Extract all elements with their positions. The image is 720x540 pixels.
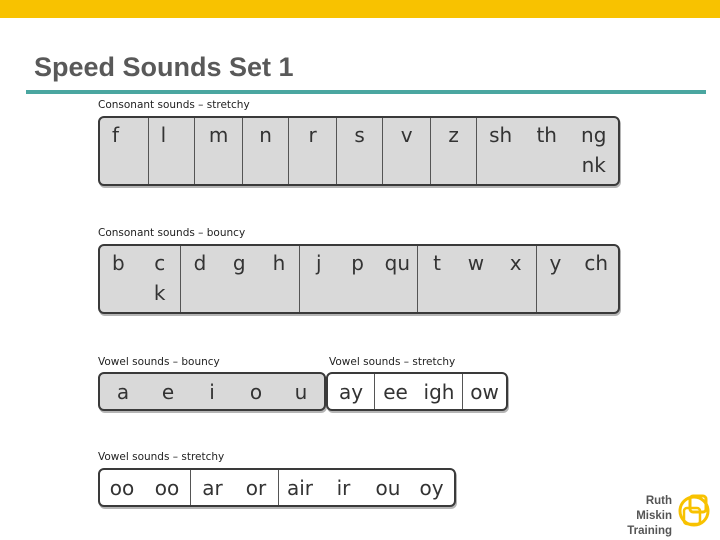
ruth-miskin-logo (610, 490, 715, 537)
sound-tile (219, 246, 259, 312)
sound-label: b (112, 251, 125, 275)
sound-tile (418, 246, 456, 312)
consonant-bouncy-card (98, 244, 620, 314)
sound-label: j (316, 251, 322, 275)
sound-label: n (259, 123, 272, 147)
consonant-stretchy-label: Consonant sounds – stretchy (98, 99, 250, 111)
sound-tile (149, 118, 195, 184)
vowel-stretchy-2-card (98, 468, 456, 507)
top-accent-bar (0, 0, 720, 18)
sound-tile (190, 374, 234, 409)
ruth-miskin-logo-icon (676, 490, 714, 530)
sound-tile (321, 470, 366, 505)
sound-label: i (209, 379, 215, 404)
sound-label: sh (489, 123, 513, 147)
sound-label: r (308, 123, 317, 147)
sound-tile (195, 118, 242, 184)
sound-tile (569, 118, 618, 184)
sound-tile (537, 246, 575, 312)
sound-label: a (116, 379, 130, 404)
consonant-bouncy-label: Consonant sounds – bouncy (98, 227, 246, 239)
vowel-stretchy-label: Vowel sounds – stretchy (329, 356, 456, 368)
sound-label: nk (581, 153, 606, 177)
sound-tile (144, 470, 190, 505)
consonant-stretchy-card (98, 116, 620, 186)
sound-label: ay (338, 379, 364, 404)
sound-tile (496, 246, 536, 312)
sound-tile (337, 118, 383, 184)
sound-tile (338, 246, 378, 312)
sound-label: l (160, 123, 167, 147)
sound-tile (574, 246, 618, 312)
sound-label: k (153, 281, 166, 305)
sound-tile (100, 118, 148, 184)
vowel-stretchy-2-label: Vowel sounds – stretchy (98, 451, 225, 463)
sound-label: t (433, 251, 442, 275)
sound-tile (234, 470, 278, 505)
sound-tile (191, 470, 234, 505)
sound-tile (100, 374, 146, 409)
sound-tile (456, 246, 496, 312)
sound-tile (279, 470, 321, 505)
sound-tile (524, 118, 570, 184)
sound-label: g (232, 251, 246, 275)
vowel-stretchy-card (326, 372, 508, 411)
sound-label: y (549, 251, 562, 275)
sound-label: u (294, 379, 308, 404)
sound-label: th (536, 123, 557, 147)
sound-tile (100, 470, 144, 505)
sound-label: d (193, 251, 207, 275)
sound-tile (100, 246, 140, 312)
sound-label: air (286, 475, 314, 500)
sound-tile (289, 118, 336, 184)
sound-tile (377, 246, 417, 312)
sound-tile (140, 246, 180, 312)
sound-tile (463, 374, 506, 409)
sound-tile (431, 118, 477, 184)
sound-tile (366, 470, 410, 505)
sound-tile (146, 374, 190, 409)
sound-label: h (272, 251, 286, 275)
sound-label: ee (383, 379, 408, 404)
sound-label: e (161, 379, 175, 404)
logo-line-1: Ruth Miskin (636, 495, 672, 522)
sound-label: or (245, 475, 267, 500)
sound-label: w (467, 251, 485, 275)
sound-tile (477, 118, 524, 184)
sound-label: f (112, 123, 120, 147)
sound-tile (410, 470, 453, 505)
sound-tile (278, 374, 324, 409)
sound-label: m (208, 123, 229, 147)
sound-label: qu (384, 251, 410, 275)
sound-label: s (354, 123, 365, 147)
logo-line-2: Training (627, 525, 672, 537)
sound-label: oy (419, 475, 444, 500)
sound-label: ow (470, 379, 499, 404)
sound-label: ou (375, 475, 401, 500)
sound-label: v (400, 123, 413, 147)
vowel-bouncy-label: Vowel sounds – bouncy (98, 356, 220, 368)
sound-label: ng (581, 123, 607, 147)
sound-tile (383, 118, 430, 184)
sound-tile (181, 246, 220, 312)
sound-label: ar (202, 475, 223, 500)
sound-label: o (249, 379, 263, 404)
sound-label: ch (584, 251, 608, 275)
sound-label: ir (336, 475, 351, 500)
sound-tile (243, 118, 289, 184)
sound-tile (328, 374, 374, 409)
sound-label: x (509, 251, 522, 275)
sound-tile (234, 374, 278, 409)
sound-label: p (351, 251, 364, 275)
sound-label: igh (423, 379, 455, 404)
sound-tile (375, 374, 416, 409)
title-underline (26, 90, 706, 94)
sound-label: oo (154, 475, 180, 500)
sound-label: oo (109, 475, 135, 500)
sound-label: z (448, 123, 459, 147)
sound-label: c (154, 251, 166, 275)
page-title: Speed Sounds Set 1 (34, 52, 294, 82)
logo-text (610, 494, 672, 539)
sound-tile (259, 246, 299, 312)
sound-tile (416, 374, 462, 409)
sound-tile (300, 246, 338, 312)
vowel-bouncy-card (98, 372, 326, 411)
